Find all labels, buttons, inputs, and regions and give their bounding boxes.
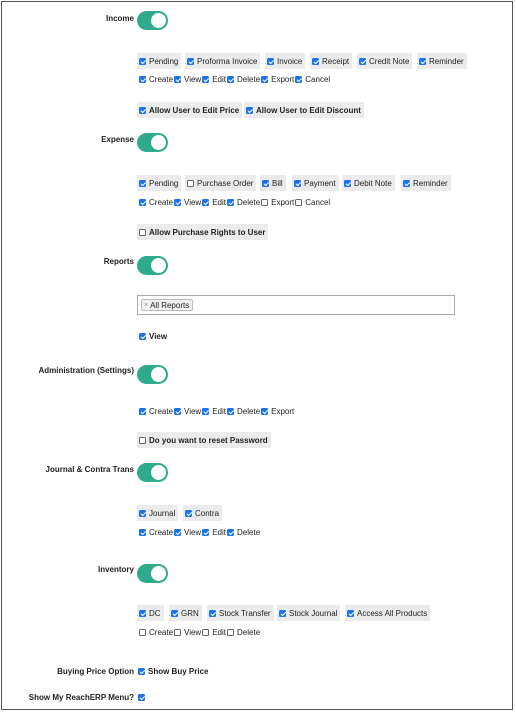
income-toggle[interactable]	[137, 11, 168, 30]
checkbox-icon[interactable]	[347, 610, 354, 617]
income-allow-edit-discount[interactable]: Allow User to Edit Discount	[244, 102, 364, 118]
income-stage-pending[interactable]: Pending	[137, 53, 181, 69]
journal-action-edit[interactable]: Edit	[202, 528, 227, 537]
income-stage-credit-note[interactable]: Credit Note	[357, 53, 412, 69]
checkbox-icon[interactable]	[174, 199, 181, 206]
checkbox-icon[interactable]	[139, 629, 146, 636]
checkbox-icon[interactable]	[261, 199, 268, 206]
administration-toggle[interactable]	[137, 365, 168, 384]
checkbox-icon[interactable]	[246, 107, 253, 114]
toggle-knob	[151, 13, 166, 28]
buying-price-label: Buying Price Option	[57, 667, 134, 676]
expense-stage-debit-note[interactable]: Debit Note	[342, 175, 395, 191]
checkbox-icon[interactable]	[227, 408, 234, 415]
checkbox-icon[interactable]	[138, 694, 145, 701]
expense-stage-purchase-order[interactable]: Purchase Order	[185, 175, 256, 191]
inventory-action-delete[interactable]: Delete	[227, 628, 261, 637]
journal-action-view[interactable]: View	[174, 528, 202, 537]
admin-action-delete[interactable]: Delete	[227, 407, 261, 416]
checkbox-icon[interactable]	[139, 529, 146, 536]
toggle-knob	[151, 135, 166, 150]
checkbox-icon[interactable]	[138, 668, 145, 675]
checkbox-icon[interactable]	[202, 76, 209, 83]
checkbox-icon[interactable]	[185, 510, 192, 517]
checkbox-icon[interactable]	[295, 76, 302, 83]
checkbox-icon[interactable]	[209, 610, 216, 617]
expense-stage-reminder[interactable]: Reminder	[401, 175, 451, 191]
income-action-view[interactable]: View	[174, 75, 202, 84]
admin-action-export[interactable]: Export	[261, 407, 295, 416]
expense-label: Expense	[101, 135, 134, 144]
expense-action-delete[interactable]: Delete	[227, 198, 261, 207]
checkbox-icon[interactable]	[267, 58, 274, 65]
reports-view-option	[139, 332, 168, 341]
journal-action-create[interactable]: Create	[139, 528, 174, 537]
admin-action-edit[interactable]: Edit	[202, 407, 227, 416]
inventory-stage-stock-transfer[interactable]: Stock Transfer	[207, 605, 274, 621]
income-label: Income	[105, 14, 134, 23]
expense-stage-payment[interactable]: Payment	[292, 175, 339, 191]
reacherp-menu-checkbox[interactable]	[138, 694, 148, 701]
checkbox-icon[interactable]	[295, 199, 302, 206]
expense-action-view[interactable]: View	[174, 198, 202, 207]
admin-reset-password[interactable]: Do you want to reset Password	[137, 432, 271, 448]
checkbox-icon[interactable]	[139, 199, 146, 206]
checkbox-icon[interactable]	[187, 58, 194, 65]
journal-label: Journal & Contra Trans	[45, 465, 134, 474]
inventory-actions-row	[139, 628, 261, 637]
income-stage-invoice[interactable]: Invoice	[265, 53, 305, 69]
expense-stage-pending[interactable]: Pending	[137, 175, 181, 191]
administration-actions-row	[139, 407, 295, 416]
checkbox-icon[interactable]	[202, 199, 209, 206]
inventory-label: Inventory	[97, 565, 134, 574]
checkbox-icon[interactable]	[202, 408, 209, 415]
buying-price-option	[138, 667, 209, 676]
checkbox-icon[interactable]	[174, 529, 181, 536]
reports-toggle[interactable]	[137, 256, 168, 275]
checkbox-icon[interactable]	[227, 76, 234, 83]
inventory-action-edit[interactable]: Edit	[202, 628, 227, 637]
income-allow-edit-price[interactable]: Allow User to Edit Price	[137, 102, 242, 118]
checkbox-icon[interactable]	[202, 629, 209, 636]
checkbox-icon[interactable]	[261, 76, 268, 83]
checkbox-icon[interactable]	[187, 180, 194, 187]
expense-actions-row	[139, 198, 331, 207]
journal-toggle[interactable]	[137, 463, 168, 482]
checkbox-icon[interactable]	[139, 408, 146, 415]
checkbox-icon[interactable]	[312, 58, 319, 65]
income-action-delete[interactable]: Delete	[227, 75, 261, 84]
admin-action-create[interactable]: Create	[139, 407, 174, 416]
journal-stage-journal[interactable]: Journal	[137, 505, 178, 521]
checkbox-icon[interactable]	[171, 610, 178, 617]
reacherp-menu-option	[138, 694, 148, 701]
checkbox-icon[interactable]	[139, 229, 146, 236]
remove-tag-icon[interactable]: ×	[144, 301, 149, 309]
checkbox-icon[interactable]	[403, 180, 410, 187]
expense-action-edit[interactable]: Edit	[202, 198, 227, 207]
reports-view-checkbox[interactable]: View	[139, 332, 168, 341]
inventory-toggle[interactable]	[137, 564, 168, 583]
journal-actions-row	[139, 528, 261, 537]
checkbox-icon[interactable]	[139, 510, 146, 517]
income-action-create[interactable]: Create	[139, 75, 174, 84]
show-buy-price-checkbox[interactable]: Show Buy Price	[138, 667, 209, 676]
journal-action-delete[interactable]: Delete	[227, 528, 261, 537]
expense-allow-purchase-rights[interactable]: Allow Purchase Rights to User	[137, 224, 268, 240]
inventory-stage-access-all-products[interactable]: Access All Products	[345, 605, 430, 621]
inventory-action-create[interactable]: Create	[139, 628, 174, 637]
checkbox-icon[interactable]	[174, 629, 181, 636]
checkbox-icon[interactable]	[359, 58, 366, 65]
checkbox-icon[interactable]	[227, 629, 234, 636]
checkbox-icon[interactable]	[139, 76, 146, 83]
checkbox-icon[interactable]	[202, 529, 209, 536]
income-action-cancel[interactable]: Cancel	[295, 75, 331, 84]
expense-action-cancel[interactable]: Cancel	[295, 198, 331, 207]
checkbox-icon[interactable]	[227, 199, 234, 206]
expense-action-export[interactable]: Export	[261, 198, 295, 207]
income-action-export[interactable]: Export	[261, 75, 295, 84]
inventory-action-view[interactable]: View	[174, 628, 202, 637]
income-stage-receipt[interactable]: Receipt	[310, 53, 352, 69]
checkbox-icon[interactable]	[174, 76, 181, 83]
checkbox-icon[interactable]	[279, 610, 286, 617]
income-stage-proforma-invoice[interactable]: Proforma Invoice	[185, 53, 260, 69]
checkbox-icon[interactable]	[139, 180, 146, 187]
checkbox-icon[interactable]	[139, 610, 146, 617]
income-actions-row	[139, 75, 331, 84]
expense-toggle[interactable]	[137, 133, 168, 152]
admin-action-view[interactable]: View	[174, 407, 202, 416]
checkbox-icon[interactable]	[262, 180, 269, 187]
checkbox-icon[interactable]	[139, 333, 146, 340]
reports-label: Reports	[103, 257, 134, 266]
expense-stage-bill[interactable]: Bill	[260, 175, 286, 191]
checkbox-icon[interactable]	[139, 107, 146, 114]
reports-multiselect[interactable]	[137, 295, 455, 315]
journal-stage-contra[interactable]: Contra	[183, 505, 222, 521]
toggle-knob	[151, 465, 166, 480]
toggle-knob	[151, 258, 166, 273]
checkbox-icon[interactable]	[419, 58, 426, 65]
reacherp-menu-label: Show My ReachERP Menu?	[28, 693, 134, 702]
checkbox-icon[interactable]	[261, 408, 268, 415]
checkbox-icon[interactable]	[344, 180, 351, 187]
checkbox-icon[interactable]	[139, 437, 146, 444]
inventory-stage-grn[interactable]: GRN	[169, 605, 202, 621]
toggle-knob	[151, 566, 166, 581]
income-stage-reminder[interactable]: Reminder	[417, 53, 467, 69]
checkbox-icon[interactable]	[294, 180, 301, 187]
administration-label: Administration (Settings)	[38, 366, 134, 375]
inventory-stage-dc[interactable]: DC	[137, 605, 164, 621]
inventory-stage-stock-journal[interactable]: Stock Journal	[277, 605, 340, 621]
expense-action-create[interactable]: Create	[139, 198, 174, 207]
income-action-edit[interactable]: Edit	[202, 75, 227, 84]
checkbox-icon[interactable]	[174, 408, 181, 415]
checkbox-icon[interactable]	[139, 58, 146, 65]
checkbox-icon[interactable]	[227, 529, 234, 536]
reports-selected-tag[interactable]: × All Reports	[141, 299, 193, 311]
toggle-knob	[151, 367, 166, 382]
